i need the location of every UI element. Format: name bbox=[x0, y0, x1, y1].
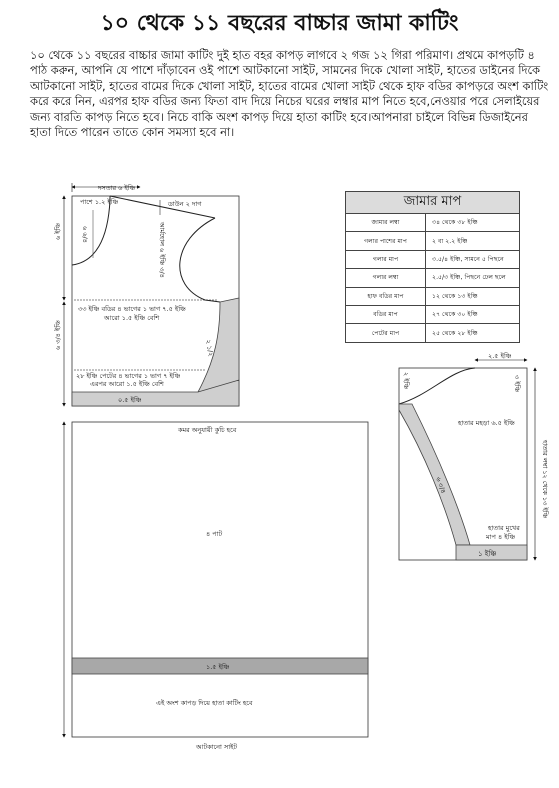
skirt-bottom-note: এই অংশ কাপড় দিয়ে হাতা কাটিং হবে bbox=[156, 699, 253, 707]
row-key: গলার মাপ bbox=[346, 250, 426, 268]
row-value: ২ বা ২.২ ইঞ্চি bbox=[426, 232, 520, 250]
left-bottom-label: ৬ ৩/৪ ইঞ্চি bbox=[54, 320, 62, 350]
row-key: বডির মাপ bbox=[346, 305, 426, 323]
sleeve-left-top-label: ২ ইঞ্চি bbox=[402, 372, 410, 390]
neckline-curve bbox=[72, 200, 110, 265]
down-label: ডাউন ২ দাগ bbox=[168, 200, 202, 208]
page-title: ১০ থেকে ১১ বছরের বাচ্চার জামা কাটিং bbox=[100, 11, 459, 36]
row-value: ২৫ থেকে ২৮ ইঞ্চি bbox=[426, 324, 520, 342]
chest-note-2: আরো ১.৫ ইঞ্চি বেশি bbox=[104, 314, 160, 322]
row-key: গলার লম্বা bbox=[346, 269, 426, 287]
shoulder-width-label: দসতার ৬ ইঞ্চি bbox=[98, 184, 136, 192]
table-header: জামার মাপ bbox=[346, 192, 520, 214]
neck-depth-label: ৬ ৬/৪ bbox=[81, 226, 89, 243]
intro-paragraph: ১০ থেকে ১১ বছরের বাচ্চার জামা কাটিং দুই হাত বহর কাপড় লাগবে ২ গজ ১২ গিরা পরিমাণ। প্রথমে কাপড়টি ৪ পাঠ করুন, আপনি যে পাশে দাঁড়াবেন ওই পাশে আটকানো সাইট, সামনের দিকে খোলা সাইট, হাতের ডাইনের দিকে আটকানো সাইট, হাতের বামের দিকে খোলা সাইট, হাতের বামের খোলা সাইট থেকে হাফ বডির কাপড়রে অংশ কাটিং করে করে নিন, এরপর হাফ বডির জন্য ফিতা বাদ দিয়ে নিচের ঘরের লম্বার মাপ নিতে হবে,নেওয়ার পরে সেলাইয়ের জন্য বারতি কাপড় নিতে হবে। নিচে বাকি অংশ কাপড় দিয়ে হাতা কাটিং হবে।আপনারা চাইলে বিভিন্ন ডিজাইনের হাতা দিতে পারেন তাতে কোন সমস্যা হবে না। bbox=[30, 48, 549, 140]
skirt-center-label: ৪ পাট bbox=[206, 530, 223, 538]
armhole-curve bbox=[180, 218, 220, 302]
skirt-frame bbox=[72, 422, 368, 737]
row-key: জামার লম্বা bbox=[346, 214, 426, 232]
sleeve-width-note: হাতার মহড়া ৬.৫ ইঞ্চি bbox=[458, 419, 515, 427]
sleeve-right-top-label: ৩ ইঞ্চি bbox=[513, 375, 521, 393]
armhole-depth-label: আর্মহোল ৬ ইঞ্চি ৩/৪ bbox=[158, 222, 166, 278]
sleeve-pattern bbox=[399, 352, 549, 560]
left-top-label: ৬ ইঞ্চি bbox=[54, 222, 62, 240]
waist-note-1: ২৮ ইঞ্চি পেটের ৪ ভাগের ১ ভাগ ৭ ইঞ্চি bbox=[76, 372, 181, 380]
skirt-pattern bbox=[0, 422, 368, 751]
skirt-footer-label: আটকানো সাইট bbox=[196, 743, 238, 751]
row-value: ২৭ থেকে ৩০ ইঞ্চি bbox=[426, 305, 520, 323]
row-key: হাফ বডির মাপ bbox=[346, 287, 426, 305]
row-key: গলার পাশের মাপ bbox=[346, 232, 426, 250]
skirt-top-note: কমর অনুযায়ী কুচি হবে bbox=[178, 426, 237, 434]
side-offset-label: পাশে ১.২ ইঞ্চি bbox=[80, 198, 119, 206]
bodice-pattern bbox=[54, 183, 239, 406]
cuff-bottom-label: ১ ইঞ্চি bbox=[478, 550, 497, 558]
row-value: ৩৪ থেকে ৩৮ ইঞ্চি bbox=[426, 214, 520, 232]
sleeve-top-label: ২.৫ ইঞ্চি bbox=[488, 352, 512, 360]
cuff-note-2: মাপ ৪ ইঞ্চি bbox=[486, 533, 516, 541]
sleeve-curve-label: ৬ ৩/৪ bbox=[434, 475, 448, 495]
row-key: পেটের মাপ bbox=[346, 324, 426, 342]
strip-label: ২ ১/২ bbox=[204, 338, 215, 358]
row-value: ১২ থেকে ১৩ ইঞ্চি bbox=[426, 287, 520, 305]
chest-note-1: ৩৩ ইঞ্চি বডির ৪ ভাগের ১ ভাগ ৭.৫ ইঞ্চি bbox=[78, 305, 186, 313]
cuff-note-1: হাতার মুখের bbox=[488, 524, 520, 532]
hem-label: ০.৫ ইঞ্চি bbox=[118, 396, 142, 404]
waist-note-2: এরপর আরো ১.৫ ইঞ্চি বেশি bbox=[90, 380, 164, 388]
skirt-band-label: ১.৫ ইঞ্চি bbox=[206, 663, 230, 671]
side-seam-strip bbox=[198, 298, 239, 392]
sleeve-length-note: হাতার লম্বা ১২ থেকে ১৩ ইঞ্চি bbox=[541, 440, 549, 519]
row-value: ২.৫/৩ ইঞ্চি, পিছনে ঢেল ছলে bbox=[426, 269, 520, 287]
row-value: ৩.৫/৪ ইঞ্চি, সামনে ৫ পিছনে bbox=[426, 250, 520, 268]
